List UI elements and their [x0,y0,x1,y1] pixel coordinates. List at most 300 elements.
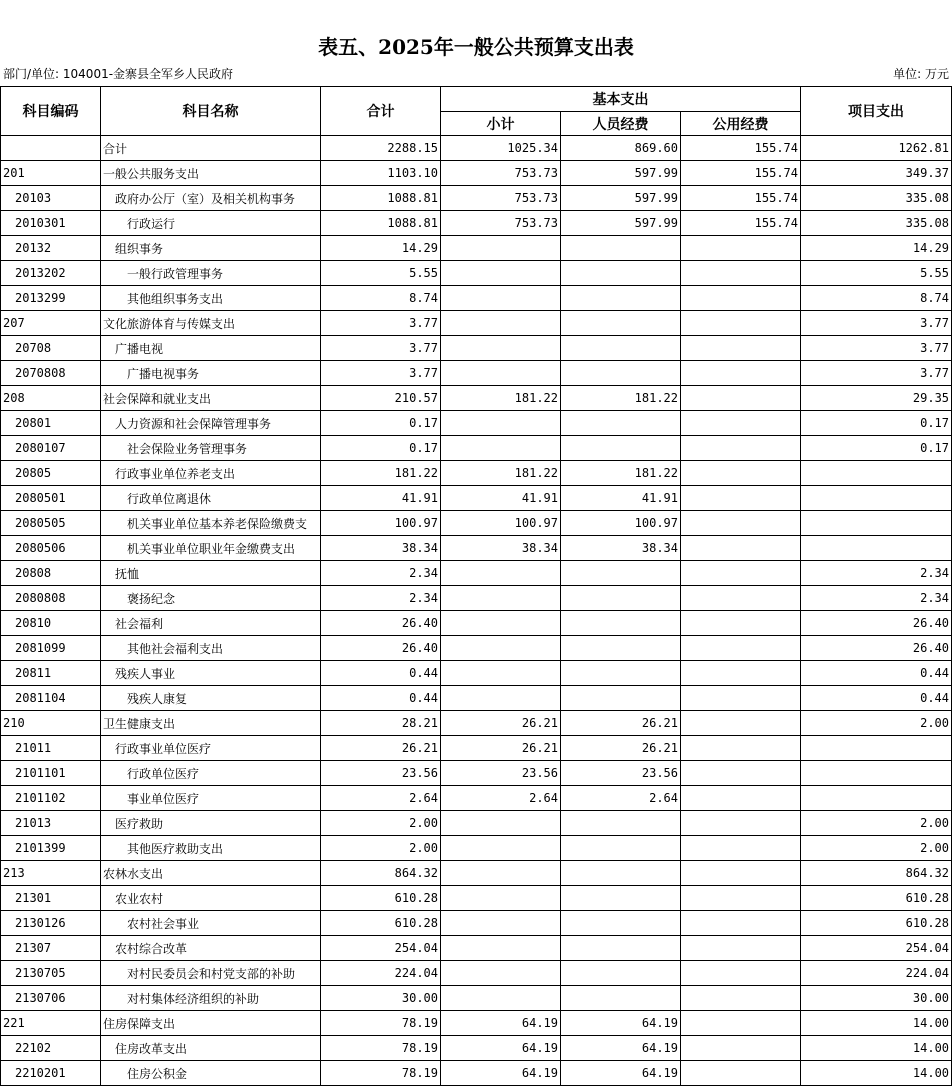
cell-personnel: 38.34 [561,536,681,561]
cell-project: 3.77 [801,336,952,361]
cell-project: 2.00 [801,811,952,836]
cell-total: 2.34 [321,561,441,586]
cell-project: 610.28 [801,911,952,936]
cell-subtotal [441,811,561,836]
cell-code: 21301 [1,886,101,911]
cell-total: 8.74 [321,286,441,311]
cell-name: 机关事业单位基本养老保险缴费支 [101,511,321,536]
cell-code: 21011 [1,736,101,761]
cell-code: 2081099 [1,636,101,661]
cell-code: 2080505 [1,511,101,536]
cell-subtotal: 1025.34 [441,136,561,161]
cell-code: 2210201 [1,1061,101,1086]
cell-total: 3.77 [321,361,441,386]
cell-subtotal: 181.22 [441,461,561,486]
cell-name: 行政运行 [101,211,321,236]
cell-subtotal [441,411,561,436]
cell-public: 155.74 [681,186,801,211]
cell-subtotal [441,561,561,586]
cell-personnel: 181.22 [561,461,681,486]
cell-public [681,636,801,661]
header-total: 合计 [321,87,441,136]
cell-subtotal [441,836,561,861]
header-project: 项目支出 [801,87,952,136]
cell-code: 210 [1,711,101,736]
cell-total: 610.28 [321,911,441,936]
cell-subtotal: 753.73 [441,211,561,236]
table-row [1,186,952,211]
cell-personnel: 597.99 [561,211,681,236]
cell-personnel [561,986,681,1011]
cell-total: 610.28 [321,886,441,911]
cell-project: 29.35 [801,386,952,411]
cell-subtotal [441,986,561,1011]
cell-public [681,236,801,261]
cell-project [801,786,952,811]
cell-project: 8.74 [801,286,952,311]
cell-subtotal [441,361,561,386]
cell-subtotal [441,911,561,936]
cell-public: 155.74 [681,161,801,186]
cell-public [681,686,801,711]
table-row [1,311,952,336]
cell-subtotal [441,936,561,961]
table-row [1,436,952,461]
cell-subtotal: 64.19 [441,1036,561,1061]
cell-subtotal [441,336,561,361]
cell-code: 20805 [1,461,101,486]
cell-name: 农村综合改革 [101,936,321,961]
cell-code: 20810 [1,611,101,636]
cell-subtotal: 753.73 [441,161,561,186]
table-row [1,361,952,386]
cell-personnel [561,336,681,361]
cell-name: 对村民委员会和村党支部的补助 [101,961,321,986]
cell-total: 38.34 [321,536,441,561]
cell-project: 0.44 [801,686,952,711]
table-row [1,811,952,836]
cell-code: 2013299 [1,286,101,311]
cell-total: 181.22 [321,461,441,486]
cell-code: 20801 [1,411,101,436]
cell-name: 残疾人事业 [101,661,321,686]
cell-name: 抚恤 [101,561,321,586]
cell-public [681,811,801,836]
cell-project: 3.77 [801,311,952,336]
cell-project: 349.37 [801,161,952,186]
cell-total: 2.00 [321,811,441,836]
cell-personnel [561,661,681,686]
cell-project: 2.00 [801,711,952,736]
cell-project: 14.00 [801,1036,952,1061]
cell-public [681,711,801,736]
cell-total: 2.64 [321,786,441,811]
cell-subtotal: 64.19 [441,1061,561,1086]
cell-name: 广播电视事务 [101,361,321,386]
cell-code: 208 [1,386,101,411]
cell-personnel: 181.22 [561,386,681,411]
table-row [1,536,952,561]
cell-personnel: 597.99 [561,161,681,186]
cell-code: 207 [1,311,101,336]
cell-personnel: 2.64 [561,786,681,811]
department-label: 部门/单位: 104001-金寨县全军乡人民政府 [3,67,234,81]
cell-code: 20708 [1,336,101,361]
cell-code: 20103 [1,186,101,211]
cell-total: 28.21 [321,711,441,736]
cell-project: 335.08 [801,211,952,236]
cell-personnel: 64.19 [561,1011,681,1036]
cell-subtotal [441,686,561,711]
cell-total: 5.55 [321,261,441,286]
cell-project: 0.17 [801,411,952,436]
cell-personnel [561,586,681,611]
cell-name: 残疾人康复 [101,686,321,711]
cell-subtotal: 753.73 [441,186,561,211]
table-row [1,236,952,261]
cell-subtotal [441,661,561,686]
cell-public: 155.74 [681,211,801,236]
cell-subtotal: 23.56 [441,761,561,786]
cell-code: 2080808 [1,586,101,611]
cell-total: 254.04 [321,936,441,961]
cell-personnel [561,236,681,261]
cell-public [681,386,801,411]
table-body [1,136,952,1086]
cell-total: 2.34 [321,586,441,611]
cell-public [681,661,801,686]
cell-code: 221 [1,1011,101,1036]
cell-public [681,861,801,886]
table-row [1,1036,952,1061]
cell-subtotal [441,286,561,311]
cell-name: 事业单位医疗 [101,786,321,811]
header-personnel: 人员经费 [561,112,681,136]
cell-subtotal: 38.34 [441,536,561,561]
table-row [1,836,952,861]
table-row [1,336,952,361]
cell-total: 26.21 [321,736,441,761]
cell-project: 14.00 [801,1011,952,1036]
cell-project: 14.29 [801,236,952,261]
cell-subtotal [441,311,561,336]
cell-subtotal [441,261,561,286]
table-row [1,936,952,961]
cell-project: 26.40 [801,636,952,661]
cell-total: 41.91 [321,486,441,511]
header-code: 科目编码 [1,87,101,136]
cell-personnel: 64.19 [561,1061,681,1086]
cell-project: 224.04 [801,961,952,986]
cell-personnel [561,261,681,286]
header-name: 科目名称 [101,87,321,136]
cell-name: 行政事业单位养老支出 [101,461,321,486]
cell-project: 1262.81 [801,136,952,161]
table-row [1,661,952,686]
cell-subtotal [441,861,561,886]
cell-personnel [561,861,681,886]
cell-total: 14.29 [321,236,441,261]
cell-project: 254.04 [801,936,952,961]
cell-total: 30.00 [321,986,441,1011]
table-row [1,586,952,611]
cell-public [681,1036,801,1061]
cell-public [681,836,801,861]
cell-personnel [561,636,681,661]
cell-personnel: 64.19 [561,1036,681,1061]
cell-subtotal: 100.97 [441,511,561,536]
cell-personnel [561,361,681,386]
table-row [1,961,952,986]
cell-personnel [561,911,681,936]
cell-project: 3.77 [801,361,952,386]
cell-project: 0.17 [801,436,952,461]
cell-name: 行政事业单位医疗 [101,736,321,761]
cell-code: 2130706 [1,986,101,1011]
cell-name: 行政单位离退休 [101,486,321,511]
header-basic: 基本支出 [441,87,801,112]
cell-public [681,586,801,611]
cell-project: 610.28 [801,886,952,911]
cell-public [681,736,801,761]
table-row [1,986,952,1011]
table-row [1,1011,952,1036]
cell-public [681,311,801,336]
cell-project: 2.00 [801,836,952,861]
cell-public [681,286,801,311]
table-row [1,611,952,636]
table-row [1,486,952,511]
cell-total: 23.56 [321,761,441,786]
cell-subtotal: 41.91 [441,486,561,511]
cell-total: 78.19 [321,1011,441,1036]
cell-code: 213 [1,861,101,886]
cell-public [681,961,801,986]
cell-total: 2288.15 [321,136,441,161]
cell-name: 农林水支出 [101,861,321,886]
cell-personnel [561,936,681,961]
cell-project [801,536,952,561]
table-row [1,686,952,711]
table-row [1,911,952,936]
cell-subtotal [441,586,561,611]
table-row [1,886,952,911]
cell-public [681,511,801,536]
cell-public [681,611,801,636]
table-row [1,211,952,236]
cell-public [681,561,801,586]
table-row [1,386,952,411]
table-row [1,1061,952,1086]
cell-name: 其他医疗救助支出 [101,836,321,861]
cell-code: 21013 [1,811,101,836]
cell-total: 0.17 [321,436,441,461]
cell-personnel [561,286,681,311]
cell-project: 864.32 [801,861,952,886]
cell-personnel [561,611,681,636]
table-row [1,636,952,661]
cell-name: 住房保障支出 [101,1011,321,1036]
table-row [1,736,952,761]
table-row [1,711,952,736]
cell-subtotal [441,436,561,461]
cell-personnel: 100.97 [561,511,681,536]
cell-public [681,436,801,461]
cell-public [681,986,801,1011]
cell-personnel [561,961,681,986]
cell-public [681,1011,801,1036]
cell-project: 30.00 [801,986,952,1011]
cell-name: 卫生健康支出 [101,711,321,736]
cell-code: 2101399 [1,836,101,861]
cell-code: 20811 [1,661,101,686]
header-subtotal: 小计 [441,112,561,136]
cell-subtotal: 2.64 [441,786,561,811]
cell-public [681,261,801,286]
cell-code: 2130705 [1,961,101,986]
cell-project [801,511,952,536]
cell-subtotal: 181.22 [441,386,561,411]
cell-total: 3.77 [321,336,441,361]
table-row [1,286,952,311]
table-row [1,861,952,886]
cell-project [801,486,952,511]
table-row [1,786,952,811]
cell-name: 褒扬纪念 [101,586,321,611]
cell-name: 一般公共服务支出 [101,161,321,186]
table-row [1,161,952,186]
cell-subtotal [441,961,561,986]
table-row [1,261,952,286]
header-public: 公用经费 [681,112,801,136]
cell-code: 2070808 [1,361,101,386]
cell-code: 2130126 [1,911,101,936]
cell-total: 26.40 [321,636,441,661]
cell-personnel: 41.91 [561,486,681,511]
cell-public [681,486,801,511]
cell-public [681,361,801,386]
table-row [1,511,952,536]
cell-subtotal: 26.21 [441,711,561,736]
unit-label: 单位: 万元 [893,67,949,81]
cell-public [681,336,801,361]
cell-personnel [561,311,681,336]
cell-personnel [561,436,681,461]
cell-name: 社会保障和就业支出 [101,386,321,411]
table-row [1,136,952,161]
cell-personnel: 23.56 [561,761,681,786]
cell-name: 医疗救助 [101,811,321,836]
page-title: 表五、2025年一般公共预算支出表 [318,35,634,59]
cell-project: 14.00 [801,1061,952,1086]
cell-subtotal: 64.19 [441,1011,561,1036]
cell-name: 一般行政管理事务 [101,261,321,286]
cell-name: 人力资源和社会保障管理事务 [101,411,321,436]
cell-code: 22102 [1,1036,101,1061]
cell-subtotal [441,236,561,261]
cell-total: 2.00 [321,836,441,861]
cell-total: 78.19 [321,1061,441,1086]
cell-subtotal [441,886,561,911]
cell-total: 0.17 [321,411,441,436]
cell-public [681,411,801,436]
cell-code: 2080501 [1,486,101,511]
cell-code: 2101101 [1,761,101,786]
table-row [1,411,952,436]
cell-name: 社会福利 [101,611,321,636]
cell-code: 2081104 [1,686,101,711]
cell-total: 224.04 [321,961,441,986]
cell-personnel: 597.99 [561,186,681,211]
cell-name: 住房改革支出 [101,1036,321,1061]
cell-code: 201 [1,161,101,186]
cell-public: 155.74 [681,136,801,161]
cell-name: 社会保险业务管理事务 [101,436,321,461]
cell-project [801,461,952,486]
cell-total: 210.57 [321,386,441,411]
cell-name: 农村社会事业 [101,911,321,936]
cell-personnel [561,811,681,836]
cell-name: 对村集体经济组织的补助 [101,986,321,1011]
table-row [1,761,952,786]
cell-public [681,911,801,936]
cell-personnel [561,836,681,861]
cell-name: 文化旅游体育与传媒支出 [101,311,321,336]
cell-code: 21307 [1,936,101,961]
cell-name: 行政单位医疗 [101,761,321,786]
cell-name: 机关事业单位职业年金缴费支出 [101,536,321,561]
cell-code: 2010301 [1,211,101,236]
cell-personnel [561,561,681,586]
cell-subtotal: 26.21 [441,736,561,761]
cell-code: 20132 [1,236,101,261]
cell-name: 政府办公厅（室）及相关机构事务 [101,186,321,211]
cell-total: 0.44 [321,661,441,686]
cell-name: 其他社会福利支出 [101,636,321,661]
cell-personnel [561,686,681,711]
cell-name: 农业农村 [101,886,321,911]
cell-project: 335.08 [801,186,952,211]
cell-code: 2080107 [1,436,101,461]
cell-project: 26.40 [801,611,952,636]
cell-subtotal [441,611,561,636]
budget-table [0,86,952,1086]
table-row [1,561,952,586]
cell-subtotal [441,636,561,661]
cell-code: 2013202 [1,261,101,286]
cell-public [681,936,801,961]
cell-code: 20808 [1,561,101,586]
cell-project: 2.34 [801,561,952,586]
cell-total: 1088.81 [321,186,441,211]
header-row-1 [1,87,952,112]
cell-total: 1103.10 [321,161,441,186]
cell-total: 0.44 [321,686,441,711]
cell-public [681,1061,801,1086]
cell-project [801,736,952,761]
cell-public [681,886,801,911]
cell-personnel [561,886,681,911]
cell-total: 3.77 [321,311,441,336]
cell-name: 合计 [101,136,321,161]
cell-code [1,136,101,161]
cell-project: 2.34 [801,586,952,611]
cell-name: 广播电视 [101,336,321,361]
cell-personnel [561,411,681,436]
cell-code: 2080506 [1,536,101,561]
cell-total: 1088.81 [321,211,441,236]
cell-name: 住房公积金 [101,1061,321,1086]
